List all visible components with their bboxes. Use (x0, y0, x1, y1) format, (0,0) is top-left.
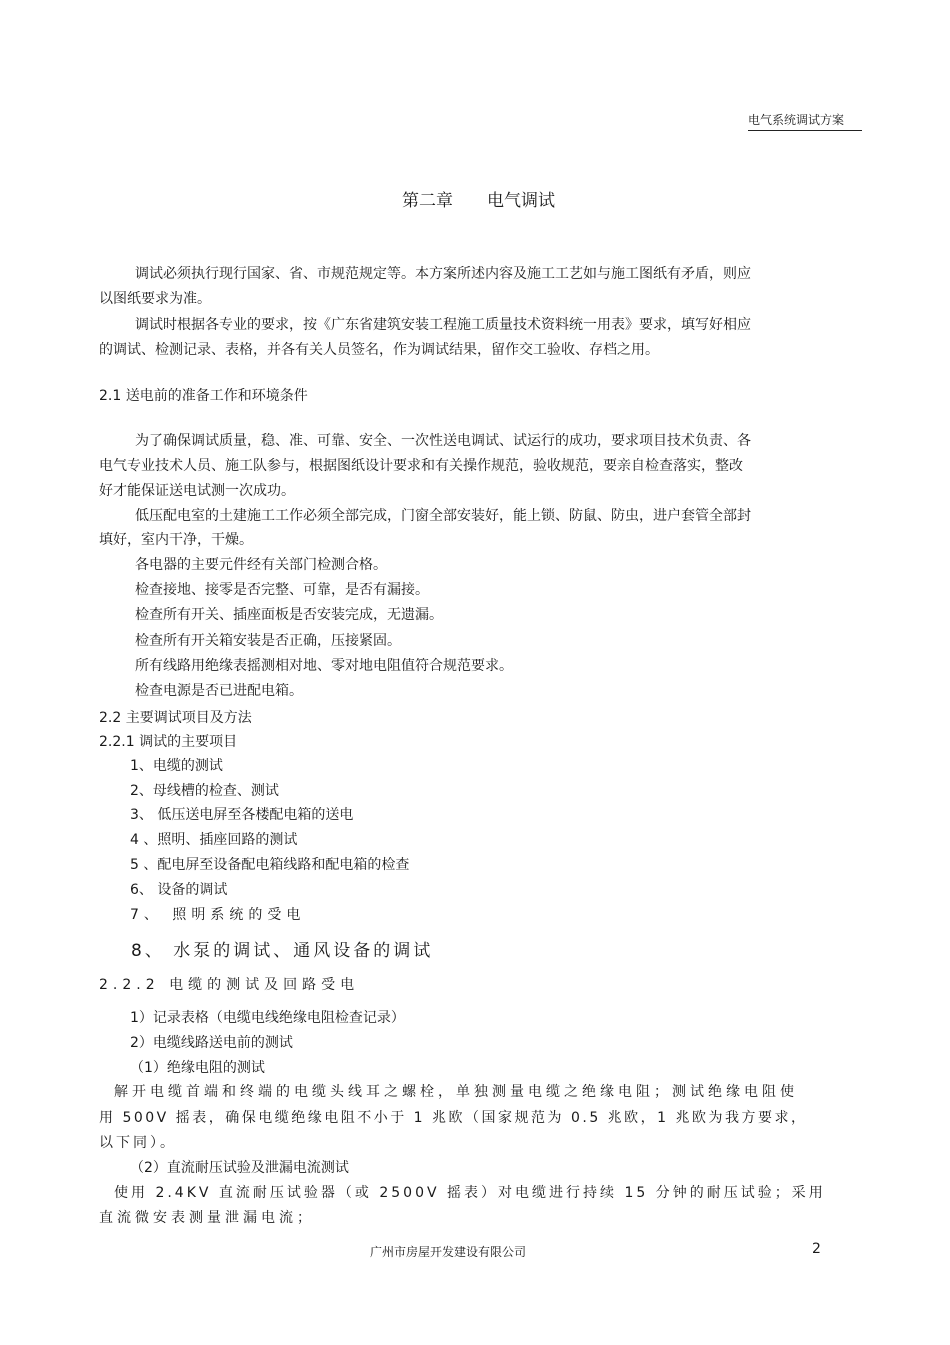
body-line: 检查所有开关箱安装是否正确，压接紧固。 (135, 633, 401, 649)
list-item: 4 、照明、插座回路的测试 (130, 832, 298, 848)
body-line: 各电器的主要元件经有关部门检测合格。 (135, 557, 387, 573)
body-line: 填好，室内干净，干燥。 (99, 532, 253, 548)
body-line: 用 500V 摇表，确保电缆绝缘电阻不小于 1 兆欧（国家规范为 0.5 兆欧，1 兆欧为我方要求， (99, 1110, 808, 1126)
page-number: 2 (812, 1241, 821, 1257)
body-line: 直流微安表测量泄漏电流； (99, 1210, 315, 1226)
intro-line: 以图纸要求为准。 (99, 291, 211, 307)
body-line: 所有线路用绝缘表摇测相对地、零对地电阻值符合规范要求。 (135, 658, 513, 674)
intro-line: 的调试、检测记录、表格，并各有关人员签名，作为调试结果，留作交工验收、存档之用。 (99, 342, 659, 358)
body-line: 使用 2.4KV 直流耐压试验器（或 2500V 摇表）对电缆进行持续 15 分钟的耐压试验；采用 (114, 1185, 826, 1201)
chapter-heading (402, 186, 555, 211)
body-line: 检查所有开关、插座面板是否安装完成，无遗漏。 (135, 607, 443, 623)
body-line: （2）直流耐压试验及泄漏电流测试 (130, 1160, 349, 1176)
list-item: 1、电缆的测试 (130, 758, 223, 774)
header-rule (748, 130, 862, 131)
subsection-heading: 2.2.1 调试的主要项目 (99, 734, 238, 750)
header-title: 电气系统调试方案 (748, 113, 845, 127)
list-item: 2、母线槽的检查、测试 (130, 783, 279, 799)
body-line: 好才能保证送电试测一次成功。 (99, 483, 295, 499)
intro-line: 调试时根据各专业的要求，按《广东省建筑安装工程施工质量技术资料统一用表》要求，填写好相应 (135, 317, 751, 333)
body-line: 电气专业技术人员、施工队参与，根据图纸设计要求和有关操作规范，验收规范，要亲自检查落实，整改 (99, 458, 743, 474)
body-line: 低压配电室的土建施工工作必须全部完成，门窗全部安装好，能上锁、防鼠、防虫，进户套管全部封 (135, 508, 751, 524)
body-line: 1）记录表格（电缆电线绝缘电阻检查记录） (130, 1010, 405, 1026)
list-item: 3、 低压送电屏至各楼配电箱的送电 (130, 807, 354, 823)
section-heading: 2.1 送电前的准备工作和环境条件 (99, 388, 308, 404)
list-item: 5 、配电屏至设备配电箱线路和配电箱的检查 (130, 857, 410, 873)
body-line: 检查接地、接零是否完整、可靠，是否有漏接。 (135, 582, 429, 598)
list-item-emphasized: 8、 水泵的调试、通风设备的调试 (131, 941, 434, 961)
intro-line: 调试必须执行现行国家、省、市规范规定等。本方案所述内容及施工工艺如与施工图纸有矛盾，则应 (135, 266, 751, 282)
chapter-title: 电气调试 (487, 191, 555, 211)
subsection-heading: 2.2.2 电缆的测试及回路受电 (99, 977, 360, 993)
body-line: （1）绝缘电阻的测试 (130, 1060, 265, 1076)
footer-company: 广州市房屋开发建设有限公司 (370, 1245, 527, 1259)
list-item: 6、 设备的调试 (130, 882, 228, 898)
list-item: 7、 照明系统的受电 (130, 907, 306, 923)
chapter-number: 第二章 (402, 191, 453, 211)
body-line: 以下同）。 (99, 1135, 177, 1151)
body-line: 检查电源是否已进配电箱。 (135, 683, 303, 699)
body-line: 解开电缆首端和终端的电缆头线耳之螺栓，单独测量电缆之绝缘电阻；测试绝缘电阻使 (114, 1084, 798, 1100)
body-line: 为了确保调试质量，稳、准、可靠、安全、一次性送电调试、试运行的成功，要求项目技术负责、各 (135, 433, 751, 449)
section-heading: 2.2 主要调试项目及方法 (99, 710, 252, 726)
body-line: 2）电缆线路送电前的测试 (130, 1035, 293, 1051)
